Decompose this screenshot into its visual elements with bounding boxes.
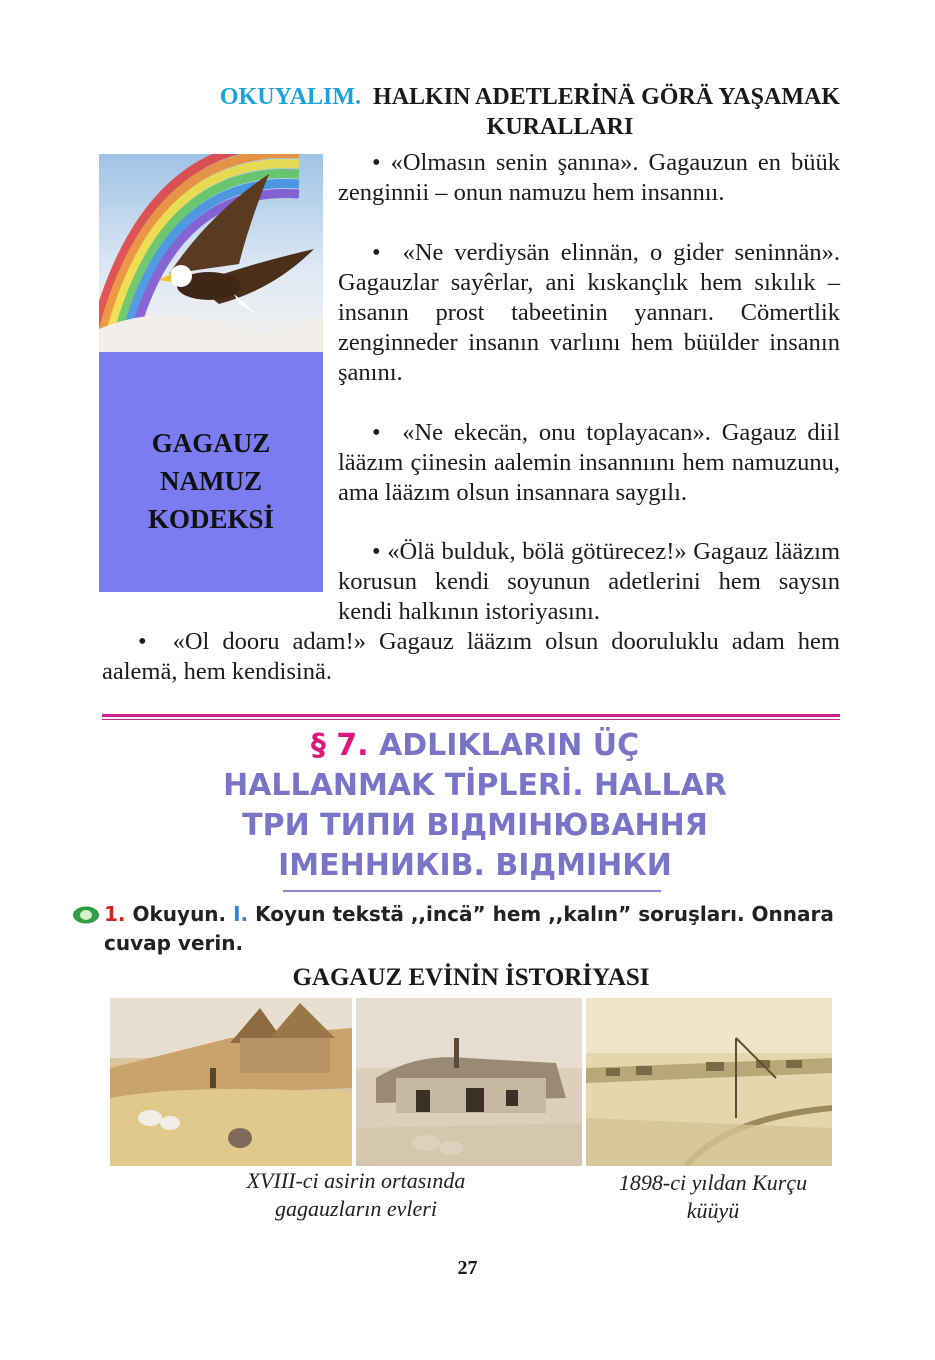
page-number: 27	[457, 1257, 478, 1279]
section-title-line4: ІМЕННИКІВ. ВІДМІНКИ	[278, 848, 672, 883]
text-subtitle: GAGAUZ EVİNİN İSTORİYASI	[292, 964, 650, 991]
caption-left: XVIII-ci asirin ortasında gagauzların evleri	[246, 1168, 466, 1221]
rule-4: • «Ölä bulduk, bölä götürecez!» Gagauz lääzım korusun kendi soyunun adetlerini hem saysın kendi halkının istoriyasını.	[338, 538, 841, 625]
section-title-line1: ADLIKLARIN ÜÇ	[379, 728, 640, 763]
task-text: Koyun tekstä ,,incä” hem ,,kalın” soruşları. Onnara cuvap verin.	[104, 902, 834, 955]
section-title	[130, 726, 820, 886]
reading-heading	[100, 82, 840, 142]
section-underline	[283, 890, 661, 892]
photo-old-houses	[356, 998, 582, 1166]
heading-title-line1: HALKIN ADETLERİNÄ GÖRÄ YAŞAMAK	[373, 84, 840, 110]
task-roman: I.	[233, 902, 249, 926]
box-line-1: GAGAUZ	[151, 428, 271, 458]
section-divider	[102, 714, 840, 717]
task-number: 1.	[104, 902, 126, 926]
section-title-line2: HALLANMAK TİPLERİ. HALLAR	[223, 768, 727, 803]
namuz-box-title	[99, 424, 323, 538]
section-number: § 7.	[310, 728, 369, 763]
eagle-rainbow-image	[99, 154, 323, 352]
rule-5: • «Ol dooru adam!» Gagauz lääzım olsun dooruluklu adam hem aalemä, hem kendisinä.	[102, 628, 840, 685]
painting-field-houses	[110, 998, 352, 1166]
section-divider-thin	[102, 719, 840, 720]
box-line-3: KODEKSİ	[147, 504, 275, 534]
task-verb: Okuyun.	[132, 902, 227, 926]
heading-title-line2: KURALLARI	[486, 114, 634, 140]
drawing-kurcu-village	[586, 998, 832, 1166]
rule-3: • «Ne ekecän, onu toplayacan». Gagauz diil lääzım çiinesin aalemin insannıını hem namuzunu, ama lääzım olsun insannara saygılı.	[338, 419, 841, 506]
section-title-line3: ТРИ ТИПИ ВІДМІНЮВАННЯ	[242, 808, 708, 843]
caption-right: 1898-ci yıldan Kurçu küüyü	[618, 1170, 808, 1223]
heading-label: OKUYALIM.	[219, 84, 362, 110]
task-1	[72, 900, 840, 958]
rule-2: • «Ne verdiysän elinnän, o gider seninnän». Gagauzlar sayêrlar, ani kıskançlık hem sıkılık – insanın prost tabeetinin yannarı. Cömertlik zenginneder insanın varlıını hem büülder insanın şanını.	[338, 239, 841, 386]
box-line-2: NAMUZ	[160, 466, 262, 496]
rule-1: • «Olmasın senin şanına». Gagauzun en büük zenginnii – onun namuzu hem insannıı.	[338, 149, 840, 206]
